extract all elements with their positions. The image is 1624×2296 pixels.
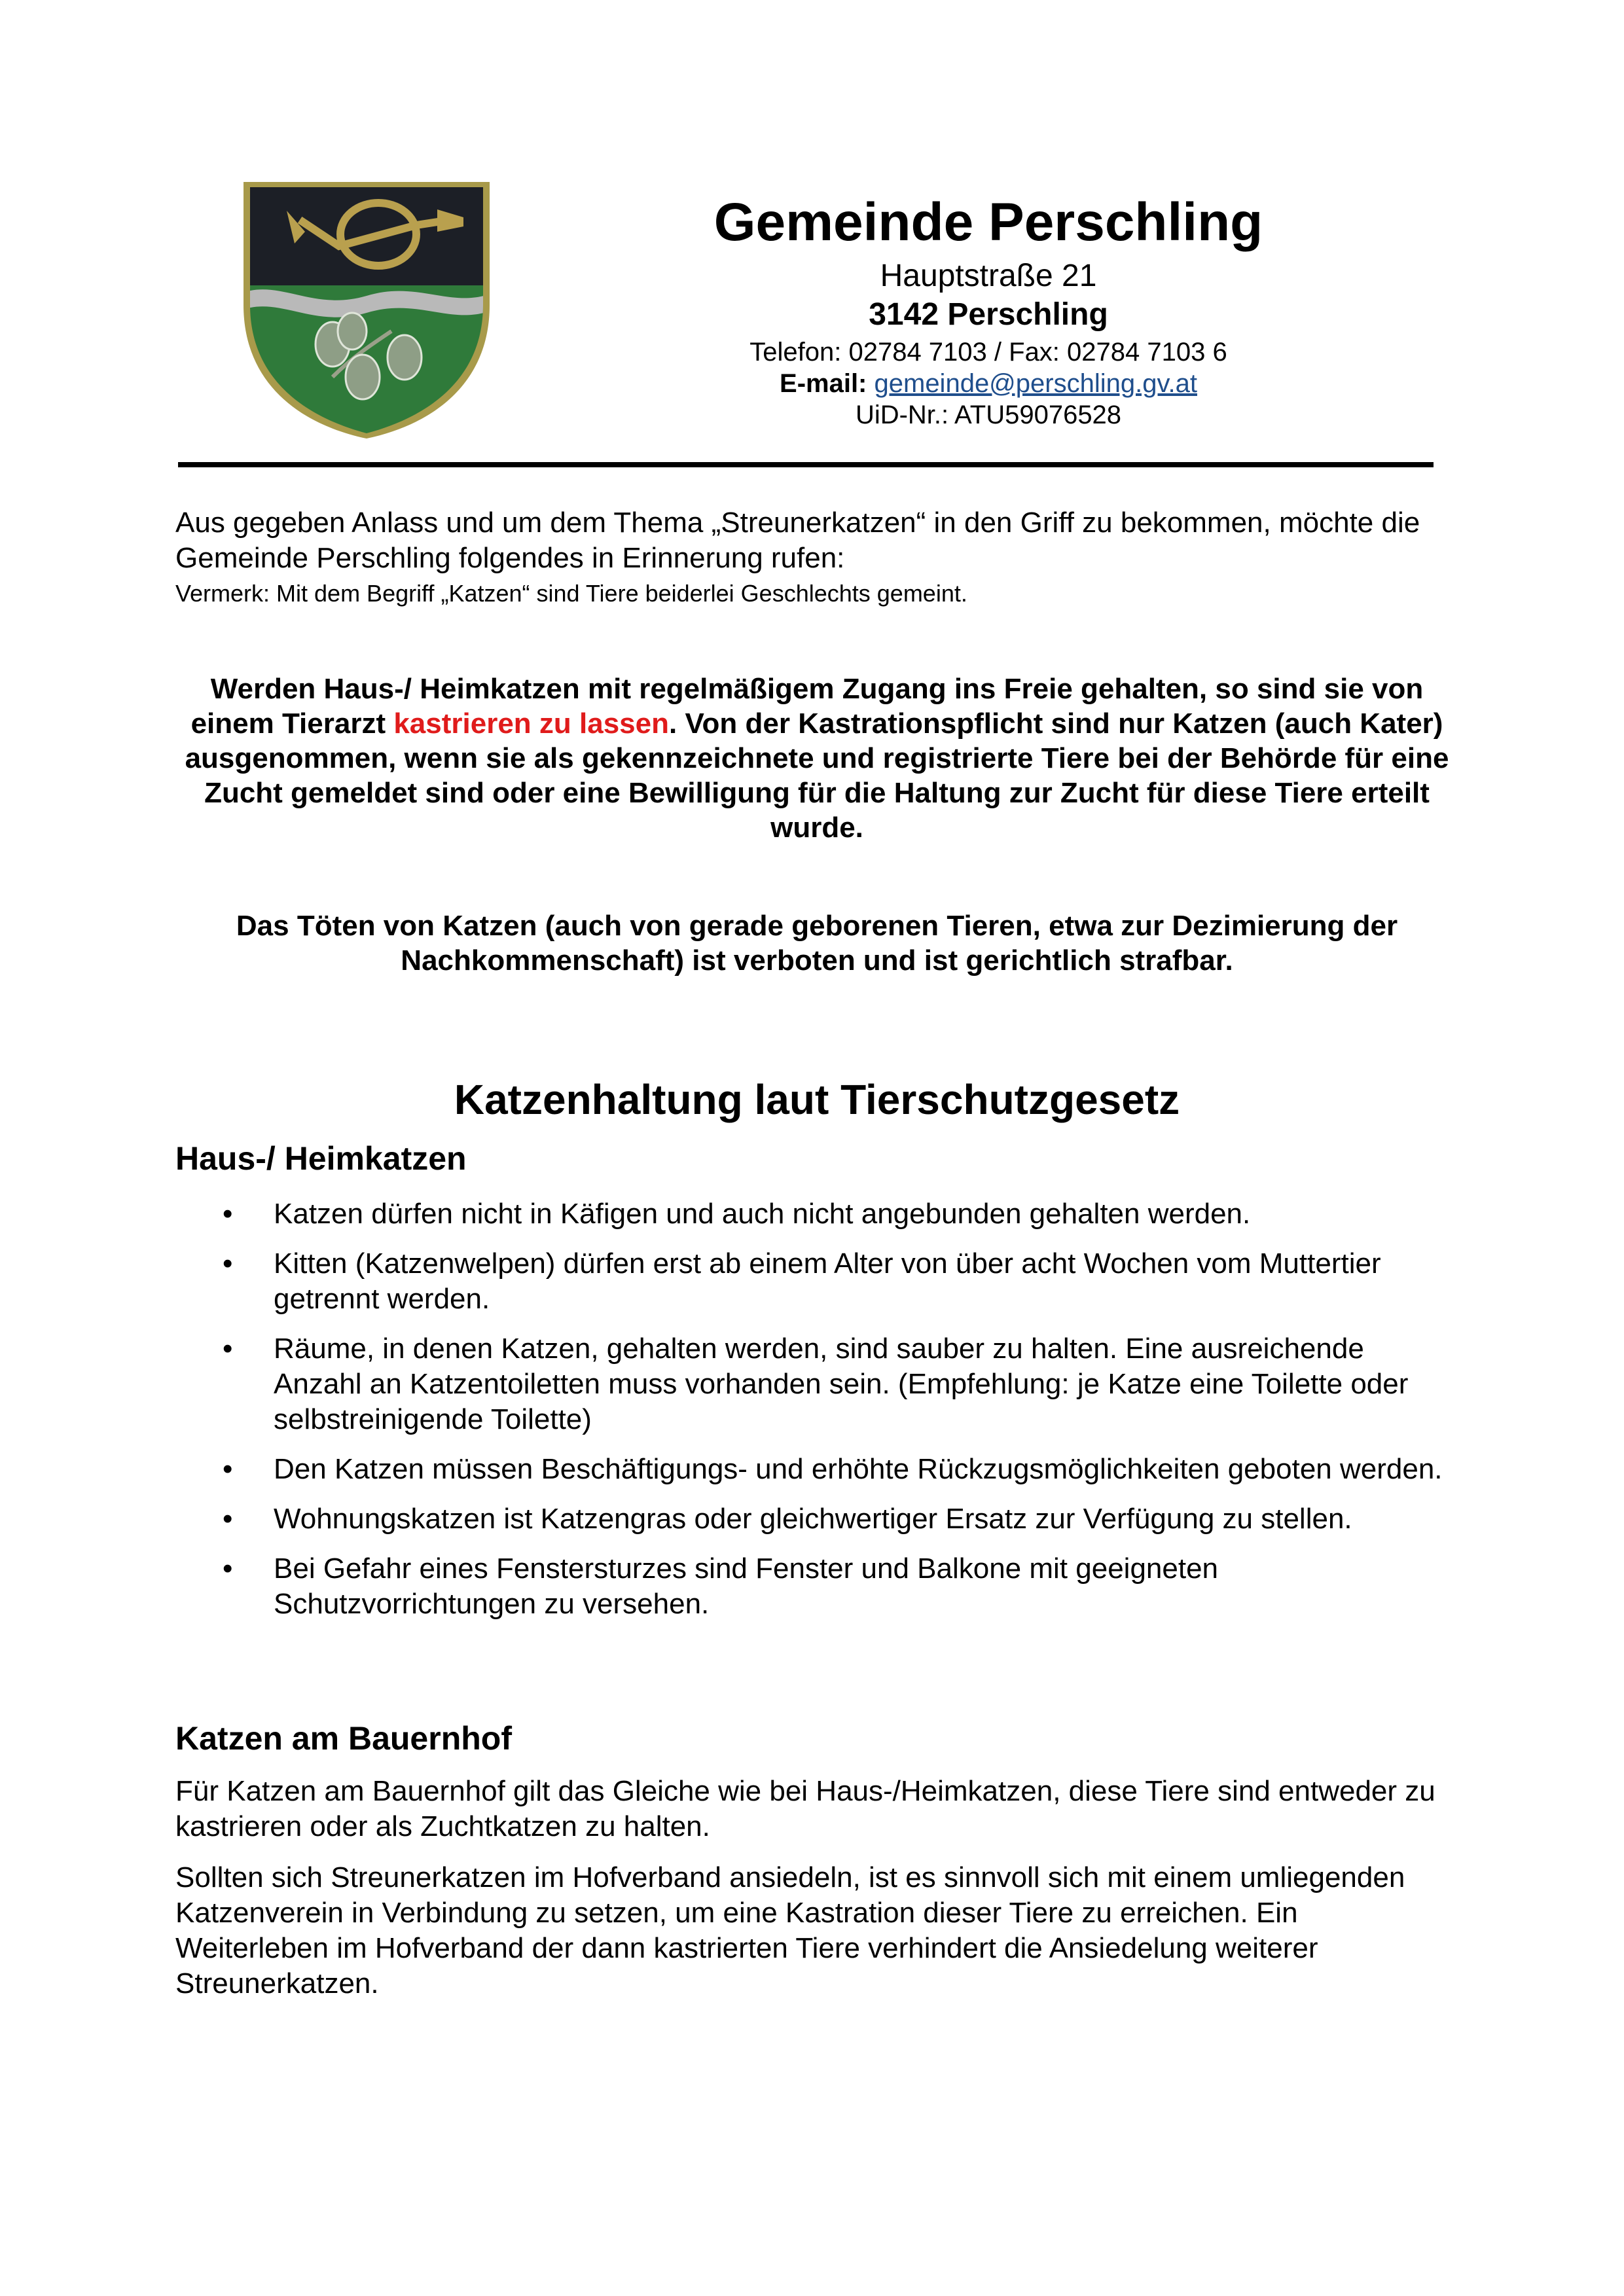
farm-cats-paragraph-1: Für Katzen am Bauernhof gilt das Gleiche wie bei Haus-/Heimkatzen, diese Tiere sind entweder zu kastrieren oder als Zuchtkatzen zu halten. — [175, 1775, 1435, 1842]
bullet-icon: • — [223, 1247, 233, 1280]
castration-notice — [175, 672, 1458, 845]
castration-notice-part2: . Von der Kastrationspflicht sind nur Katzen (auch Kater) ausgenommen, wenn sie als gekennzeichnete und registrierte Tiere bei der Behörde für eine Zucht gemeldet sind oder eine Bewilligung für die Haltung zur Zucht für diese Tiere erteilt wurde. — [185, 708, 1449, 844]
intro-section — [175, 505, 1458, 609]
list-item-text: Katzen dürfen nicht in Käfigen und auch nicht angebunden gehalten werden. — [274, 1198, 1251, 1230]
uid-number: UiD-Nr.: ATU59076528 — [855, 401, 1122, 429]
postal-city: 3142 Perschling — [869, 297, 1108, 332]
list-item-text: Bei Gefahr eines Fenstersturzes sind Fenster und Balkone mit geeigneten Schutzvorrichtungen zu versehen. — [274, 1552, 1219, 1620]
list-item-text: Kitten (Katzenwelpen) dürfen erst ab einem Alter von über acht Wochen vom Muttertier getrennt werden. — [274, 1247, 1381, 1315]
section-title: Katzenhaltung laut Tierschutzgesetz — [454, 1076, 1180, 1123]
subheading-farm-cats: Katzen am Bauernhof — [175, 1720, 512, 1757]
list-item — [175, 1331, 1458, 1437]
list-item — [175, 1501, 1458, 1537]
intro-note: Vermerk: Mit dem Begriff „Katzen“ sind Tiere beiderlei Geschlechts gemeint. — [175, 580, 967, 607]
street-address: Hauptstraße 21 — [880, 259, 1097, 293]
coat-of-arms-icon — [241, 181, 492, 440]
bullet-icon: • — [223, 1503, 233, 1535]
intro-text: Aus gegeben Anlass und um dem Thema „Streunerkatzen“ in den Griff zu bekommen, möchte die Gemeinde Perschling folgendes in Erinnerung rufen: — [175, 507, 1420, 574]
email-line — [655, 368, 1322, 399]
header-divider — [178, 462, 1434, 467]
house-cats-list — [175, 1196, 1458, 1636]
farm-cats-paragraph-2: Sollten sich Streunerkatzen im Hofverband ansiedeln, ist es sinnvoll sich mit einem umliegenden Katzenverein in Verbindung zu setzen, um eine Kastration dieser Tiere zu erreichen. Ein Weiterleben im Hofverband der dann kastrierten Tiere verhindert die Ansiedelung weiterer Streunerkatzen. — [175, 1861, 1405, 2000]
bullet-icon: • — [223, 1453, 233, 1485]
list-item — [175, 1196, 1458, 1232]
list-item — [175, 1452, 1458, 1487]
list-item-text: Den Katzen müssen Beschäftigungs- und erhöhte Rückzugsmöglichkeiten geboten werden. — [274, 1453, 1443, 1485]
phone-fax: Telefon: 02784 7103 / Fax: 02784 7103 6 — [749, 338, 1227, 367]
list-item — [175, 1551, 1458, 1622]
bullet-icon: • — [223, 1333, 233, 1365]
letterhead — [655, 190, 1322, 431]
bullet-icon: • — [223, 1552, 233, 1585]
castration-notice-part1: Werden Haus-/ Heimkatzen mit regelmäßigem Zugang ins Freie gehalten, so sind sie von einem Tierarzt — [190, 673, 1424, 740]
email-label: E-mail: — [780, 369, 867, 398]
email-link[interactable]: gemeinde@perschling.gv.at — [874, 369, 1197, 398]
subheading-house-cats: Haus-/ Heimkatzen — [175, 1140, 467, 1177]
killing-prohibition-notice: Das Töten von Katzen (auch von gerade geborenen Tieren, etwa zur Dezimierung der Nachkommenschaft) ist verboten und ist gerichtlich strafbar. — [236, 910, 1398, 977]
organization-name: Gemeinde Perschling — [713, 192, 1263, 252]
list-item-text: Räume, in denen Katzen, gehalten werden, sind sauber zu halten. Eine ausreichende Anzahl an Katzentoiletten muss vorhanden sein. (Empfehlung: je Katze eine Toilette oder selbstreinigende Toilette) — [274, 1333, 1409, 1435]
list-item-text: Wohnungskatzen ist Katzengras oder gleichwertiger Ersatz zur Verfügung zu stellen. — [274, 1503, 1352, 1535]
list-item — [175, 1246, 1458, 1317]
castration-notice-highlight: kastrieren zu lassen — [393, 708, 669, 740]
bullet-icon: • — [223, 1198, 233, 1230]
